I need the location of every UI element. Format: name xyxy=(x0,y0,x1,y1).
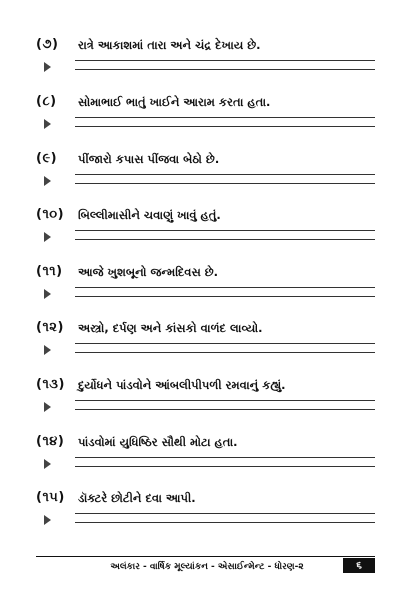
page-number-badge: ૬ xyxy=(343,558,375,573)
exercise-sentence: બિલ્લીમાસીને ચવાણું ખાવું હતું. xyxy=(78,208,221,222)
exercise-number: (૯) xyxy=(36,151,58,166)
answer-line[interactable] xyxy=(75,343,375,344)
answer-line[interactable] xyxy=(75,183,375,184)
exercise-sentence: રાત્રે આકાશમાં તારા અને ચંદ્ર દેખાય છે. xyxy=(78,38,261,52)
answer-line[interactable] xyxy=(75,126,375,127)
exercise-item xyxy=(0,434,411,490)
exercise-number: (૧૦) xyxy=(36,207,65,222)
arrow-icon xyxy=(44,62,51,72)
exercise-number: (૧૨) xyxy=(36,320,64,335)
exercise-number: (૧૧) xyxy=(36,264,63,279)
answer-line[interactable] xyxy=(75,230,375,231)
exercise-sentence: દુર્યોધને પાંડવોને આંબલીપીપળી રમવાનું કહ્યું. xyxy=(78,378,286,392)
exercise-sentence: સોમાભાઈ ભાતું ખાઈને આરામ કરતા હતા. xyxy=(78,95,271,109)
exercise-item xyxy=(0,151,411,207)
exercise-item xyxy=(0,377,411,433)
arrow-icon xyxy=(44,119,51,129)
exercise-item xyxy=(0,207,411,263)
answer-line[interactable] xyxy=(75,296,375,297)
arrow-icon xyxy=(44,176,51,186)
exercise-number: (૧૪) xyxy=(36,434,65,449)
answer-line[interactable] xyxy=(75,239,375,240)
arrow-icon xyxy=(44,459,51,469)
exercise-number: (૮) xyxy=(36,94,57,109)
arrow-icon xyxy=(44,289,51,299)
exercise-number: (૧૩) xyxy=(36,377,65,392)
answer-line[interactable] xyxy=(75,352,375,353)
answer-line[interactable] xyxy=(75,513,375,514)
exercise-sentence: ડૉક્ટરે છોટીને દવા આપી. xyxy=(78,491,196,505)
answer-line[interactable] xyxy=(75,409,375,410)
arrow-icon xyxy=(44,402,51,412)
answer-line[interactable] xyxy=(75,522,375,523)
exercise-sentence: પીંજારો કપાસ પીંજવા બેઠો છે. xyxy=(78,152,220,166)
exercise-number: (૭) xyxy=(36,37,59,52)
exercise-sentence: આજે ખુશબૂનો જન્મદિવસ છે. xyxy=(78,265,219,279)
answer-line[interactable] xyxy=(75,287,375,288)
exercise-number: (૧૫) xyxy=(36,490,65,505)
answer-line[interactable] xyxy=(75,174,375,175)
answer-line[interactable] xyxy=(75,60,375,61)
footer-text: અલંકાર - વાર્ષિક મૂલ્યાંકન - એસાઈન્મેન્ટ - ધોરણ-૨ xyxy=(110,562,304,572)
answer-line[interactable] xyxy=(75,400,375,401)
answer-line[interactable] xyxy=(75,69,375,70)
answer-line[interactable] xyxy=(75,457,375,458)
exercise-item xyxy=(0,264,411,320)
answer-line[interactable] xyxy=(75,117,375,118)
arrow-icon xyxy=(44,515,51,525)
footer-divider xyxy=(36,556,375,557)
exercise-item xyxy=(0,490,411,546)
answer-line[interactable] xyxy=(75,466,375,467)
arrow-icon xyxy=(44,345,51,355)
exercise-item xyxy=(0,37,411,93)
exercise-item xyxy=(0,94,411,150)
exercise-sentence: અસ્ત્રો, દર્પણ અને કાંસકો વાળંદ લાવ્યો. xyxy=(78,321,263,335)
exercise-sentence: પાંડવોમાં યુધિષ્ઠિર સૌથી મોટા હતા. xyxy=(78,435,238,449)
exercise-item xyxy=(0,320,411,376)
arrow-icon xyxy=(44,232,51,242)
